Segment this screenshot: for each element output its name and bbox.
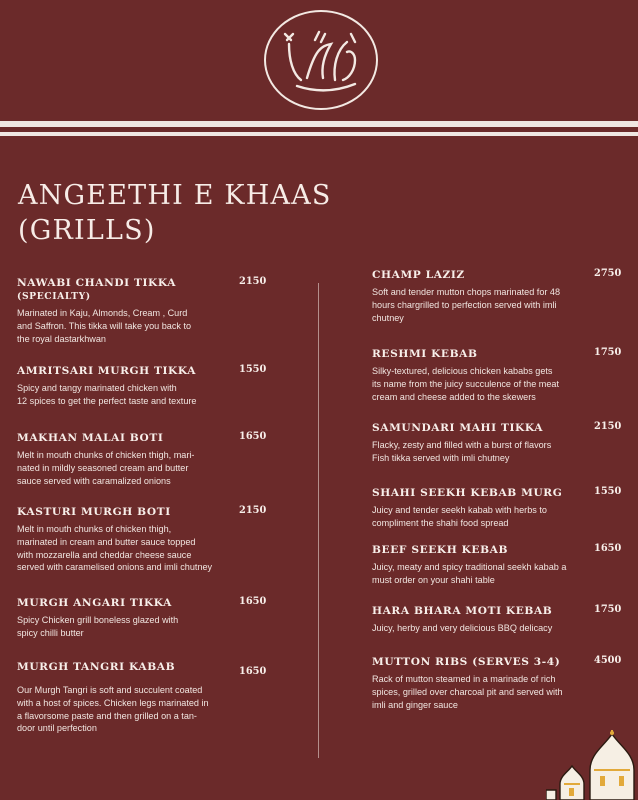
desc-line: Soft and tender mutton chops marinated for 48	[372, 287, 561, 297]
desc-line: nated in mildly seasoned cream and butter	[17, 462, 189, 473]
menu-item-amritsari-murgh-tikka	[17, 364, 267, 408]
item-subtitle: (SPECIALTY)	[17, 291, 91, 302]
desc-line: sauce served with caramalized onions	[17, 475, 171, 486]
desc-line: a flavorsome paste and then grilled on a tan-	[17, 710, 197, 721]
item-name: HARA BHARA MOTI KEBAB	[372, 605, 553, 617]
item-name: MUTTON RIBS (SERVES 3-4)	[372, 656, 561, 668]
desc-line: Fish tikka served with imli chutney	[372, 452, 510, 463]
item-price: 1550	[594, 486, 622, 497]
item-description	[372, 673, 622, 711]
item-description	[17, 449, 267, 487]
desc-line: Juicy, herby and very delicious BBQ delicacy	[372, 623, 553, 633]
calligraphy-logo-icon	[275, 20, 367, 100]
desc-line: imli and ginger sauce	[372, 699, 458, 710]
item-description	[17, 307, 267, 345]
menu-item-champ-laziz	[372, 268, 622, 324]
desc-line: must order on your shahi table	[372, 574, 495, 585]
desc-line: Silky-textured, delicious chicken kababs gets	[372, 366, 553, 376]
desc-line: marinated in cream and butter sauce topped	[17, 536, 196, 547]
item-description	[17, 614, 267, 640]
item-price: 1650	[239, 431, 267, 442]
item-name: MURGH ANGARI TIKKA	[17, 597, 172, 609]
item-name: SHAHI SEEKH KEBAB MURG	[372, 487, 563, 499]
desc-line: served with caramelised onions and imli chutney	[17, 562, 213, 573]
desc-line: chutney	[372, 312, 404, 323]
desc-line: with a host of spices. Chicken legs marinated in	[17, 697, 209, 708]
desc-line: Spicy Chicken grill boneless glazed with	[17, 615, 179, 625]
menu-item-murgh-tangri-kabab	[17, 660, 267, 735]
desc-line: Melt in mouth chunks of chicken thigh, mari-	[17, 450, 195, 460]
item-description	[17, 523, 267, 574]
desc-line: Marinated in Kaju, Almonds, Cream , Curd	[17, 308, 188, 318]
menu-item-kasturi-murgh-boti	[17, 505, 267, 574]
item-name: AMRITSARI MURGH TIKKA	[17, 365, 197, 377]
menu-item-mutton-ribs	[372, 655, 622, 711]
section-title	[18, 178, 378, 248]
restaurant-logo	[264, 10, 378, 110]
desc-line: and Saffron. This tikka will take you back to	[17, 320, 192, 331]
item-price: 1750	[594, 604, 622, 615]
desc-line: Juicy, meaty and spicy traditional seekh kabab a	[372, 562, 567, 572]
item-name: MAKHAN MALAI BOTI	[17, 432, 164, 444]
item-description	[372, 504, 622, 530]
desc-line: spices, grilled over charcoal pit and served with	[372, 686, 563, 697]
item-price: 1650	[239, 666, 267, 677]
item-description	[372, 439, 622, 465]
item-description	[17, 382, 267, 408]
item-name: BEEF SEEKH KEBAB	[372, 544, 509, 556]
item-name: RESHMI KEBAB	[372, 348, 478, 360]
desc-line: compliment the shahi food spread	[372, 517, 509, 528]
menu-item-beef-seekh-kebab	[372, 543, 622, 587]
item-name: CHAMP LAZIZ	[372, 269, 465, 281]
column-divider	[318, 283, 319, 758]
item-price: 4500	[594, 655, 622, 666]
menu-item-reshmi-kebab	[372, 347, 622, 403]
section-title-line1: ANGEETHI E KHAAS	[18, 180, 332, 211]
item-description	[372, 365, 622, 403]
desc-line: Melt in mouth chunks of chicken thigh,	[17, 524, 172, 534]
item-name: KASTURI MURGH BOTI	[17, 506, 171, 518]
desc-line: spicy chilli butter	[17, 627, 84, 638]
item-price: 2750	[594, 268, 622, 279]
item-price: 2150	[594, 421, 622, 432]
item-name: NAWABI CHANDI TIKKA	[17, 277, 177, 289]
item-description	[372, 622, 622, 635]
menu-item-shahi-seekh-kebab-murg	[372, 486, 622, 530]
desc-line: hours chargrilled to perfection served with imli	[372, 299, 557, 310]
desc-line: Flacky, zesty and filled with a burst of flavors	[372, 440, 552, 450]
desc-line: its name from the juicy succulence of the meat	[372, 378, 560, 389]
item-price: 2150	[239, 276, 267, 287]
palace-dome-icon	[546, 730, 638, 800]
menu-item-nawabi-chandi-tikka	[17, 276, 267, 345]
item-description	[372, 286, 622, 324]
item-price: 1650	[239, 596, 267, 607]
item-price: 1550	[239, 364, 267, 375]
menu-item-hara-bhara-moti-kebab	[372, 604, 622, 635]
item-price: 2150	[239, 505, 267, 516]
menu-item-murgh-angari-tikka	[17, 596, 267, 640]
desc-line: Rack of mutton steamed in a marinade of rich	[372, 674, 556, 684]
section-title-line2: (GRILLS)	[18, 215, 156, 246]
menu-item-samundari-mahi-tikka	[372, 421, 622, 465]
desc-line: door until perfection	[17, 723, 97, 734]
header-band-top	[0, 121, 638, 127]
item-price: 1650	[594, 543, 622, 554]
menu-item-makhan-malai-boti	[17, 431, 267, 487]
item-description	[372, 561, 622, 587]
header-band-bottom	[0, 132, 638, 136]
desc-line: Our Murgh Tangri is soft and succulent coated	[17, 685, 203, 695]
desc-line: Spicy and tangy marinated chicken with	[17, 383, 177, 393]
desc-line: with mozzarella and cheddar cheese sauce	[17, 549, 192, 560]
item-price: 1750	[594, 347, 622, 358]
desc-line: 12 spices to get the perfect taste and texture	[17, 395, 197, 406]
item-description	[17, 684, 267, 735]
desc-line: the royal dastarkhwan	[17, 333, 106, 344]
item-name: SAMUNDARI MAHI TIKKA	[372, 422, 544, 434]
item-name: MURGH TANGRI KABAB	[17, 661, 176, 673]
desc-line: cream and cheese added to the skewers	[372, 391, 536, 402]
desc-line: Juicy and tender seekh kabab with herbs to	[372, 505, 547, 515]
